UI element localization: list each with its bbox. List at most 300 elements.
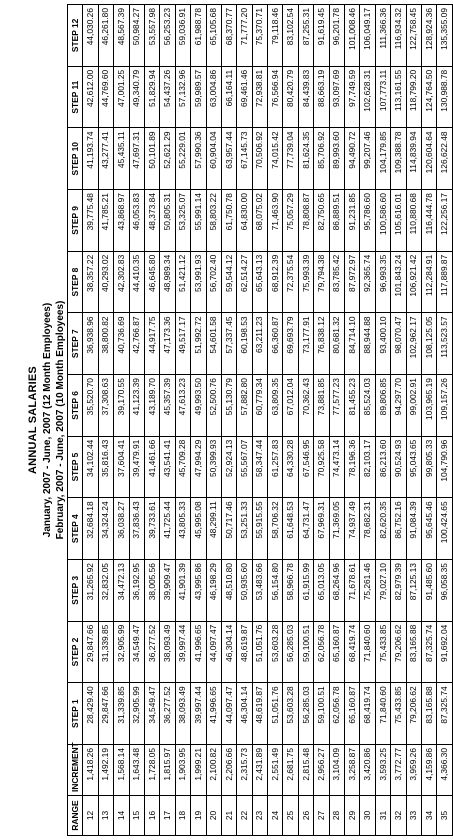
step-salary-cell: 74,937.49 — [345, 498, 360, 560]
step-salary-cell: 46,261.80 — [98, 5, 113, 67]
step-salary-cell: 61,988.78 — [191, 5, 206, 67]
table-row — [391, 5, 406, 836]
increment-cell: 2,956.27 — [314, 745, 329, 796]
increment-cell: 1,418.26 — [83, 745, 98, 796]
step-salary-cell: 79,206.62 — [406, 683, 421, 745]
step-salary-cell: 82,979.39 — [391, 560, 406, 622]
step-salary-cell: 58,706.32 — [268, 498, 283, 560]
step-salary-cell: 116,444.78 — [421, 190, 436, 252]
table-row — [252, 5, 267, 836]
table-row — [329, 5, 344, 836]
step-salary-cell: 53,325.07 — [175, 190, 190, 252]
step-salary-cell: 65,643.13 — [252, 251, 267, 313]
step-salary-cell: 67,012.04 — [283, 375, 298, 437]
step-salary-cell: 97,749.59 — [345, 66, 360, 128]
range-cell: 16 — [144, 796, 159, 836]
range-cell: 12 — [83, 796, 98, 836]
step-salary-cell: 60,198.53 — [237, 313, 252, 375]
step-salary-cell: 90,524.93 — [391, 436, 406, 498]
range-cell: 27 — [314, 796, 329, 836]
step-salary-cell: 98,070.47 — [391, 313, 406, 375]
step-salary-cell: 50,717.46 — [221, 498, 236, 560]
step-salary-cell: 39,733.61 — [144, 498, 159, 560]
step-salary-cell: 79,118.46 — [268, 5, 283, 67]
step-salary-cell: 34,472.13 — [114, 560, 129, 622]
step-salary-cell: 32,832.05 — [98, 560, 113, 622]
increment-cell: 1,728.05 — [144, 745, 159, 796]
step-salary-cell: 41,461.66 — [144, 436, 159, 498]
step-salary-cell: 57,882.80 — [237, 375, 252, 437]
step-salary-cell: 87,125.13 — [406, 560, 421, 622]
step-salary-cell: 41,996.65 — [191, 621, 206, 683]
step-salary-cell: 58,347.44 — [252, 436, 267, 498]
step-salary-cell: 107,773.11 — [375, 66, 390, 128]
step-salary-cell: 96,993.35 — [375, 251, 390, 313]
step-salary-cell: 130,988.78 — [437, 66, 452, 128]
increment-cell: 1,492.19 — [98, 745, 113, 796]
step-salary-cell: 99,002.91 — [406, 375, 421, 437]
step-salary-cell: 68,075.02 — [252, 190, 267, 252]
step-salary-cell: 109,388.78 — [391, 128, 406, 190]
step-salary-cell: 128,924.36 — [421, 5, 436, 67]
step-salary-cell: 78,682.31 — [360, 498, 375, 560]
step-salary-cell: 44,917.75 — [144, 313, 159, 375]
step-salary-cell: 110,880.68 — [406, 190, 421, 252]
table-row — [191, 5, 206, 836]
step-salary-cell: 86,213.60 — [375, 436, 390, 498]
range-cell: 31 — [375, 796, 390, 836]
step-salary-cell: 49,340.79 — [129, 66, 144, 128]
step-salary-cell: 63,957.44 — [221, 128, 236, 190]
step-salary-cell: 106,921.42 — [406, 251, 421, 313]
step-salary-cell: 60,779.34 — [252, 375, 267, 437]
step-salary-cell: 49,517.17 — [175, 313, 190, 375]
table-row — [268, 5, 283, 836]
step-salary-cell: 63,809.35 — [268, 375, 283, 437]
step-salary-cell: 48,299.11 — [206, 498, 221, 560]
step-salary-cell: 53,603.28 — [268, 621, 283, 683]
increment-cell: 2,551.49 — [268, 745, 283, 796]
step-salary-cell: 45,709.28 — [175, 436, 190, 498]
step-salary-cell: 48,567.39 — [114, 5, 129, 67]
step-salary-cell: 39,909.47 — [160, 560, 175, 622]
step-salary-cell: 96,058.35 — [437, 560, 452, 622]
table-row — [160, 5, 175, 836]
column-header-step-8: STEP 8 — [68, 251, 83, 313]
step-salary-cell: 56,702.40 — [206, 251, 221, 313]
step-salary-cell: 66,360.87 — [268, 313, 283, 375]
step-salary-cell: 75,433.85 — [391, 683, 406, 745]
step-salary-cell: 102,628.31 — [360, 66, 375, 128]
table-row — [83, 5, 98, 836]
column-header-step-10: STEP 10 — [68, 128, 83, 190]
step-salary-cell: 62,056.78 — [314, 621, 329, 683]
step-salary-cell: 94,297.70 — [391, 375, 406, 437]
increment-cell: 4,159.86 — [421, 745, 436, 796]
step-salary-cell: 65,013.05 — [314, 560, 329, 622]
step-salary-cell: 43,868.97 — [114, 190, 129, 252]
step-salary-cell: 29,847.66 — [83, 621, 98, 683]
step-salary-cell: 43,805.33 — [175, 498, 190, 560]
step-salary-cell: 103,965.19 — [421, 375, 436, 437]
step-salary-cell: 34,324.24 — [98, 498, 113, 560]
step-salary-cell: 29,847.66 — [98, 683, 113, 745]
step-salary-cell: 122,256.17 — [437, 190, 452, 252]
step-salary-cell: 56,154.80 — [268, 560, 283, 622]
step-salary-cell: 87,325.74 — [421, 621, 436, 683]
step-salary-cell: 45,357.39 — [160, 375, 175, 437]
step-salary-cell: 41,725.44 — [160, 498, 175, 560]
step-salary-cell: 67,546.95 — [298, 436, 313, 498]
step-salary-cell: 46,304.14 — [221, 621, 236, 683]
increment-cell: 1,903.95 — [175, 745, 190, 796]
step-salary-cell: 53,557.98 — [144, 5, 159, 67]
step-salary-cell: 55,130.79 — [221, 375, 236, 437]
step-salary-cell: 68,370.77 — [221, 5, 236, 67]
step-salary-cell: 42,612.00 — [83, 66, 98, 128]
step-salary-cell: 87,972.97 — [345, 251, 360, 313]
step-salary-cell: 78,196.36 — [345, 436, 360, 498]
step-salary-cell: 54,601.58 — [206, 313, 221, 375]
step-salary-cell: 28,429.40 — [83, 683, 98, 745]
step-salary-cell: 34,549.47 — [129, 621, 144, 683]
increment-cell: 2,100.82 — [206, 745, 221, 796]
step-salary-cell: 135,355.09 — [437, 5, 452, 67]
step-salary-cell: 50,935.60 — [237, 560, 252, 622]
step-salary-cell: 43,541.41 — [160, 436, 175, 498]
step-salary-cell: 39,997.44 — [175, 621, 190, 683]
step-salary-cell: 38,093.49 — [175, 683, 190, 745]
step-salary-cell: 89,806.85 — [375, 375, 390, 437]
step-salary-cell: 87,325.74 — [437, 683, 452, 745]
step-salary-cell: 100,586.60 — [375, 190, 390, 252]
step-salary-cell: 48,510.80 — [221, 560, 236, 622]
step-salary-cell: 126,622.48 — [437, 128, 452, 190]
step-salary-cell: 86,889.51 — [329, 190, 344, 252]
step-salary-cell: 46,645.80 — [144, 251, 159, 313]
step-salary-cell: 105,616.01 — [391, 190, 406, 252]
step-salary-cell: 109,157.26 — [437, 375, 452, 437]
column-header-step-2: STEP 2 — [68, 621, 83, 683]
step-salary-cell: 68,912.39 — [268, 251, 283, 313]
step-salary-cell: 50,984.27 — [129, 5, 144, 67]
step-salary-cell: 94,490.72 — [345, 128, 360, 190]
step-salary-cell: 36,277.52 — [144, 621, 159, 683]
step-salary-cell: 96,201.78 — [329, 5, 344, 67]
step-salary-cell: 47,994.29 — [191, 436, 206, 498]
step-salary-cell: 67,969.31 — [314, 498, 329, 560]
step-salary-cell: 68,419.74 — [360, 683, 375, 745]
step-salary-cell: 55,229.01 — [175, 128, 190, 190]
step-salary-cell: 82,103.17 — [360, 436, 375, 498]
step-salary-cell: 34,549.47 — [144, 683, 159, 745]
step-salary-cell: 71,840.60 — [375, 683, 390, 745]
range-cell: 32 — [391, 796, 406, 836]
increment-cell: 2,431.89 — [252, 745, 267, 796]
step-salary-cell: 76,566.94 — [268, 66, 283, 128]
step-salary-cell: 112,284.91 — [421, 251, 436, 313]
step-salary-cell: 104,790.96 — [437, 436, 452, 498]
step-salary-cell: 37,836.43 — [129, 498, 144, 560]
step-salary-cell: 31,265.92 — [83, 560, 98, 622]
step-salary-cell: 48,619.87 — [252, 683, 267, 745]
step-salary-cell: 101,008.46 — [345, 5, 360, 67]
step-salary-cell: 44,097.47 — [206, 621, 221, 683]
column-header-step-11: STEP 11 — [68, 66, 83, 128]
increment-cell: 1,568.14 — [114, 745, 129, 796]
step-salary-cell: 122,758.45 — [406, 5, 421, 67]
step-salary-cell: 75,261.46 — [360, 560, 375, 622]
step-salary-cell: 60,904.04 — [206, 128, 221, 190]
step-salary-cell: 81,624.35 — [298, 128, 313, 190]
range-cell: 19 — [191, 796, 206, 836]
step-salary-cell: 76,838.12 — [314, 313, 329, 375]
step-salary-cell: 78,808.87 — [298, 190, 313, 252]
step-salary-cell: 102,962.17 — [406, 313, 421, 375]
step-salary-cell: 70,506.92 — [252, 128, 267, 190]
step-salary-cell: 116,934.32 — [391, 5, 406, 67]
step-salary-cell: 32,684.18 — [83, 498, 98, 560]
table-row — [175, 5, 190, 836]
step-salary-cell: 52,924.13 — [221, 436, 236, 498]
table-row — [360, 5, 375, 836]
step-salary-cell: 93,400.10 — [375, 313, 390, 375]
step-salary-cell: 88,663.19 — [314, 66, 329, 128]
step-salary-cell: 38,093.49 — [160, 621, 175, 683]
step-salary-cell: 59,036.91 — [175, 5, 190, 67]
increment-cell: 2,815.48 — [298, 745, 313, 796]
step-salary-cell: 64,330.28 — [283, 436, 298, 498]
step-salary-cell: 111,366.36 — [375, 5, 390, 67]
range-cell: 18 — [175, 796, 190, 836]
step-salary-cell: 95,786.60 — [360, 190, 375, 252]
step-salary-cell: 44,410.35 — [129, 251, 144, 313]
step-salary-cell: 59,989.57 — [191, 66, 206, 128]
step-salary-cell: 36,277.52 — [160, 683, 175, 745]
step-salary-cell: 37,604.41 — [114, 436, 129, 498]
step-salary-cell: 82,750.65 — [314, 190, 329, 252]
step-salary-cell: 31,339.85 — [98, 621, 113, 683]
step-salary-cell: 47,173.36 — [160, 313, 175, 375]
step-salary-cell: 37,308.63 — [98, 375, 113, 437]
step-salary-cell: 54,437.26 — [160, 66, 175, 128]
step-salary-cell: 50,805.31 — [160, 190, 175, 252]
step-salary-cell: 39,775.48 — [83, 190, 98, 252]
step-salary-cell: 48,989.34 — [160, 251, 175, 313]
salary-table — [67, 4, 453, 836]
increment-cell: 3,772.77 — [391, 745, 406, 796]
step-salary-cell: 51,829.94 — [144, 66, 159, 128]
step-salary-cell: 77,739.04 — [283, 128, 298, 190]
step-salary-cell: 53,603.28 — [283, 683, 298, 745]
step-salary-cell: 57,337.45 — [221, 313, 236, 375]
step-salary-cell: 44,769.60 — [98, 66, 113, 128]
table-row — [421, 5, 436, 836]
table-row — [437, 5, 452, 836]
increment-cell: 3,420.86 — [360, 745, 375, 796]
step-salary-cell: 75,993.39 — [298, 251, 313, 313]
step-salary-cell: 51,051.76 — [252, 621, 267, 683]
column-header-step-9: STEP 9 — [68, 190, 83, 252]
step-salary-cell: 80,681.32 — [329, 313, 344, 375]
step-salary-cell: 104,179.85 — [375, 128, 390, 190]
table-row — [298, 5, 313, 836]
range-cell: 14 — [114, 796, 129, 836]
step-salary-cell: 75,370.71 — [252, 5, 267, 67]
step-salary-cell: 91,231.85 — [345, 190, 360, 252]
step-salary-cell: 31,339.85 — [114, 683, 129, 745]
step-salary-cell: 85,524.03 — [360, 375, 375, 437]
step-salary-cell: 51,051.76 — [268, 683, 283, 745]
table-row — [206, 5, 221, 836]
step-salary-cell: 84,714.10 — [345, 313, 360, 375]
range-cell: 21 — [221, 796, 236, 836]
column-header-step-7: STEP 7 — [68, 313, 83, 375]
step-salary-cell: 61,750.78 — [221, 190, 236, 252]
column-header-step-1: STEP 1 — [68, 683, 83, 745]
range-cell: 28 — [329, 796, 344, 836]
step-salary-cell: 73,177.91 — [298, 313, 313, 375]
step-salary-cell: 46,053.83 — [129, 190, 144, 252]
step-salary-cell: 80,420.79 — [283, 66, 298, 128]
step-salary-cell: 69,693.79 — [283, 313, 298, 375]
step-salary-cell: 34,102.44 — [83, 436, 98, 498]
step-salary-cell: 40,736.69 — [114, 313, 129, 375]
step-salary-cell: 85,706.92 — [314, 128, 329, 190]
table-row — [144, 5, 159, 836]
step-salary-cell: 55,991.14 — [191, 190, 206, 252]
step-salary-cell: 83,785.42 — [329, 251, 344, 313]
step-salary-cell: 43,277.41 — [98, 128, 113, 190]
step-salary-cell: 81,455.23 — [345, 375, 360, 437]
step-salary-cell: 74,473.14 — [329, 436, 344, 498]
step-salary-cell: 79,206.62 — [391, 621, 406, 683]
step-salary-cell: 36,038.27 — [114, 498, 129, 560]
step-salary-cell: 42,766.87 — [129, 313, 144, 375]
range-cell: 20 — [206, 796, 221, 836]
range-cell: 17 — [160, 796, 175, 836]
step-salary-cell: 67,145.73 — [237, 128, 252, 190]
step-salary-cell: 50,399.93 — [206, 436, 221, 498]
increment-cell: 1,643.48 — [129, 745, 144, 796]
step-salary-cell: 53,991.93 — [191, 251, 206, 313]
step-salary-cell: 44,030.26 — [83, 5, 98, 67]
step-salary-cell: 113,161.55 — [391, 66, 406, 128]
range-cell: 23 — [252, 796, 267, 836]
step-salary-cell: 83,165.88 — [421, 683, 436, 745]
step-salary-cell: 43,995.86 — [191, 560, 206, 622]
step-salary-cell: 117,889.87 — [437, 251, 452, 313]
step-salary-cell: 79,794.38 — [314, 251, 329, 313]
step-salary-cell: 86,752.16 — [391, 498, 406, 560]
step-salary-cell: 35,520.70 — [83, 375, 98, 437]
document-subtitle-12-month: January, 2007 - June, 2007 (12 Month Employees) — [42, 302, 53, 538]
step-salary-cell: 43,189.70 — [144, 375, 159, 437]
step-salary-cell: 51,421.12 — [175, 251, 190, 313]
step-salary-cell: 38,005.56 — [144, 560, 159, 622]
range-cell: 22 — [237, 796, 252, 836]
step-salary-cell: 91,485.60 — [421, 560, 436, 622]
step-salary-cell: 75,433.85 — [375, 621, 390, 683]
step-salary-cell: 63,211.23 — [252, 313, 267, 375]
increment-cell: 2,206.66 — [221, 745, 236, 796]
step-salary-cell: 68,264.96 — [329, 560, 344, 622]
step-salary-cell: 79,027.10 — [375, 560, 390, 622]
table-header-row — [68, 5, 83, 836]
range-cell: 25 — [283, 796, 298, 836]
step-salary-cell: 61,257.83 — [268, 436, 283, 498]
step-salary-cell: 113,523.57 — [437, 313, 452, 375]
step-salary-cell: 95,645.46 — [421, 498, 436, 560]
step-salary-cell: 46,304.14 — [237, 683, 252, 745]
step-salary-cell: 83,165.88 — [406, 621, 421, 683]
step-salary-cell: 56,285.03 — [283, 621, 298, 683]
step-salary-cell: 41,123.39 — [129, 375, 144, 437]
step-salary-cell: 52,500.76 — [206, 375, 221, 437]
step-salary-cell: 58,966.78 — [283, 560, 298, 622]
step-salary-cell: 46,198.29 — [206, 560, 221, 622]
range-cell: 35 — [437, 796, 452, 836]
step-salary-cell: 64,830.00 — [237, 190, 252, 252]
range-cell: 34 — [421, 796, 436, 836]
step-salary-cell: 71,463.90 — [268, 190, 283, 252]
step-salary-cell: 42,302.83 — [114, 251, 129, 313]
salary-table-body — [83, 5, 452, 836]
step-salary-cell: 95,043.65 — [406, 436, 421, 498]
column-header-step-5: STEP 5 — [68, 436, 83, 498]
step-salary-cell: 55,567.07 — [237, 436, 252, 498]
step-salary-cell: 83,102.54 — [283, 5, 298, 67]
step-salary-cell: 63,004.86 — [206, 66, 221, 128]
step-salary-cell: 91,692.04 — [437, 621, 452, 683]
step-salary-cell: 36,192.95 — [129, 560, 144, 622]
increment-cell: 4,366.30 — [437, 745, 452, 796]
step-salary-cell: 87,255.31 — [298, 5, 313, 67]
step-salary-cell: 65,160.87 — [345, 683, 360, 745]
step-salary-cell: 38,357.22 — [83, 251, 98, 313]
step-salary-cell: 32,905.99 — [114, 621, 129, 683]
step-salary-cell: 39,997.44 — [191, 683, 206, 745]
step-salary-cell: 91,619.45 — [314, 5, 329, 67]
step-salary-cell: 53,251.33 — [237, 498, 252, 560]
step-salary-cell: 41,785.21 — [98, 190, 113, 252]
step-salary-cell: 39,170.55 — [114, 375, 129, 437]
step-salary-cell: 65,160.87 — [329, 621, 344, 683]
column-header-range: RANGE — [68, 796, 83, 836]
step-salary-cell: 108,125.05 — [421, 313, 436, 375]
step-salary-cell: 48,619.87 — [237, 621, 252, 683]
step-salary-cell: 45,435.11 — [114, 128, 129, 190]
column-header-step-3: STEP 3 — [68, 560, 83, 622]
step-salary-cell: 56,253.23 — [160, 5, 175, 67]
step-salary-cell: 69,461.46 — [237, 66, 252, 128]
step-salary-cell: 64,731.47 — [298, 498, 313, 560]
step-salary-cell: 59,100.51 — [314, 683, 329, 745]
step-salary-cell: 92,365.74 — [360, 251, 375, 313]
step-salary-cell: 58,803.22 — [206, 190, 221, 252]
step-salary-cell: 100,424.65 — [437, 498, 452, 560]
step-salary-cell: 75,057.29 — [283, 190, 298, 252]
step-salary-cell: 71,840.60 — [360, 621, 375, 683]
step-salary-cell: 93,097.69 — [329, 66, 344, 128]
increment-cell: 3,258.87 — [345, 745, 360, 796]
step-salary-cell: 38,800.82 — [98, 313, 113, 375]
step-salary-cell: 56,285.03 — [298, 683, 313, 745]
step-salary-cell: 36,938.96 — [83, 313, 98, 375]
step-salary-cell: 70,925.58 — [314, 436, 329, 498]
step-salary-cell: 45,995.08 — [191, 498, 206, 560]
step-salary-cell: 48,373.84 — [144, 190, 159, 252]
